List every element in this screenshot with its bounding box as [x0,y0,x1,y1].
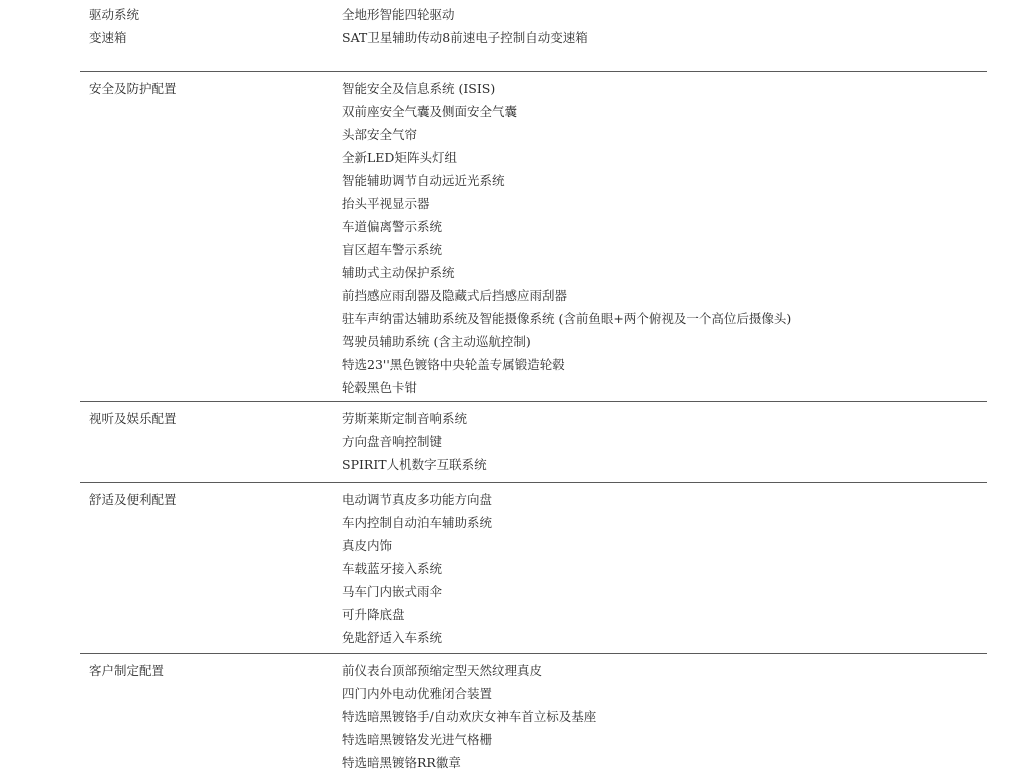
list-item: 真皮内饰 [342,538,393,553]
spec-row-drive-system [80,3,987,26]
list-item: 前挡感应雨刮器及隐藏式后挡感应雨刮器 [342,288,568,303]
list-item: 车载蓝牙接入系统 [342,561,443,576]
section-item-list [342,488,492,649]
list-item: 前仪表台顶部预缩定型天然纹理真皮 [342,663,543,678]
list-item: 抬头平视显示器 [342,196,430,211]
list-item: 特选暗黑镀铬发光进气格栅 [342,732,493,747]
section-label: 安全及防护配置 [89,81,177,96]
row-value: 全地形智能四轮驱动 [342,7,455,22]
list-item: 盲区超车警示系统 [342,242,443,257]
list-item: SPIRIT人机数字互联系统 [342,457,487,472]
section-label: 视听及娱乐配置 [89,411,177,426]
section-item-list [342,407,487,476]
list-item: 四门内外电动优雅闭合装置 [342,686,493,701]
list-item: 电动调节真皮多功能方向盘 [342,492,493,507]
list-item: 全新LED矩阵头灯组 [342,150,457,165]
list-item: 驾驶员辅助系统 (含主动巡航控制) [342,334,531,349]
section-item-list [342,77,791,399]
list-item: 特选暗黑镀铬RR徽章 [342,755,461,770]
list-item: 智能安全及信息系统 (ISIS) [342,81,496,96]
section-custom-options [80,653,987,769]
list-item: 特选23''黑色镀铬中央轮盖专属锻造轮毂 [342,357,565,372]
section-comfort-convenience [80,482,987,653]
list-item: 辅助式主动保护系统 [342,265,455,280]
spec-row-transmission [80,26,987,49]
list-item: 轮毂黑色卡钳 [342,380,418,395]
list-item: 可升降底盘 [342,607,405,622]
list-item: 双前座安全气囊及侧面安全气囊 [342,104,518,119]
list-item: 车道偏离警示系统 [342,219,443,234]
section-label: 客户制定配置 [89,663,165,678]
list-item: 头部安全气帘 [342,127,418,142]
list-item: 特选暗黑镀铬手/自动欢庆女神车首立标及基座 [342,709,597,724]
row-label: 驱动系统 [89,7,140,22]
list-item: 驻车声纳雷达辅助系统及智能摄像系统 (含前鱼眼+两个俯视及一个高位后摄像头) [342,311,792,326]
row-label: 变速箱 [89,30,127,45]
list-item: 劳斯莱斯定制音响系统 [342,411,468,426]
list-item: 马车门内嵌式雨伞 [342,584,443,599]
list-item: 智能辅助调节自动远近光系统 [342,173,505,188]
list-item: 方向盘音响控制键 [342,434,443,449]
section-label: 舒适及便利配置 [89,492,177,507]
section-safety [80,71,987,402]
section-item-list [342,659,596,774]
list-item: 车内控制自动泊车辅助系统 [342,515,493,530]
list-item: 免匙舒适入车系统 [342,630,443,645]
row-value: SAT卫星辅助传动8前速电子控制自动变速箱 [342,30,588,45]
section-audio-entertainment [80,401,987,482]
